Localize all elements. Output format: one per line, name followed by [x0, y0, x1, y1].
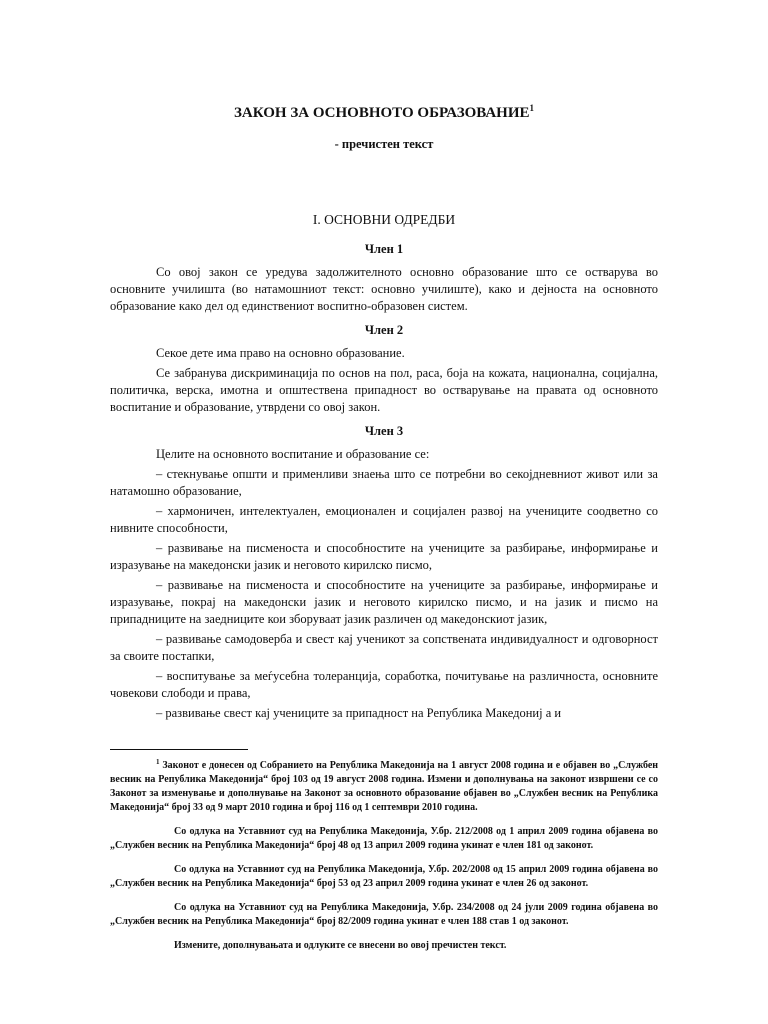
article-heading-2: Член 2	[364, 323, 404, 337]
footnotes	[110, 759, 658, 963]
article-2-paragraph: Се забранува дискриминација по основ на пол, раса, боја на кожата, национална, социјална, политичка, верска, имотна и општествена припадност во остварување на правата од основното воспитание и образование, утврдени со овој закон.	[110, 366, 658, 414]
article-3-list-item: – воспитување за меѓусебна толеранција, соработка, почитување на различноста, основните човекови слободи и права,	[110, 669, 658, 700]
article-3-paragraph: Целите на основното воспитание и образование се:	[156, 447, 430, 461]
title-text: ЗАКОН ЗА ОСНОВНОТО ОБРАЗОВАНИЕ	[233, 105, 530, 121]
document-title	[110, 100, 658, 126]
footnote-decision: Со одлука на Уставниот суд на Република Македонија, У.бр. 202/2008 од 15 април 2009 година објавена во „Службен весник на Република Македонија“ број 53 од 23 април 2009 година укинат е член 26 од законот.	[110, 864, 658, 889]
article-1-paragraph: Со овој закон се уредува задолжителното основно образование што се остварува во основните училишта (во натамошниот текст: основно училиште), како и дејноста на основното образование како дел од единствениот воспитно-образовен систем.	[110, 265, 658, 313]
footnote-1	[110, 759, 658, 815]
document-body	[110, 100, 658, 725]
footnote-text: Законот е донесен од Собранието на Република Македонија на 1 август 2008 година и е објавен во „Службен весник на Република Македонија“ број 103 од 19 август 2008 година. Измени и дополнувања на законот извршени се со Законот за изменување и дополнување на Законот за основното образование објавен во „Службен весник на Република Македонија“ број 33 од 9 март 2010 година и број 116 од 1 септември 2010 година.	[110, 760, 659, 813]
chapter-heading: I. ОСНОВНИ ОДРЕДБИ	[312, 212, 456, 227]
article-3-list-item: – развивање свест кај учениците за припадност на Република Македониј а и	[156, 706, 562, 720]
footnote-decision: Со одлука на Уставниот суд на Република Македонија, У.бр. 212/2008 од 1 април 2009 година објавена во „Службен весник на Република Македонија“ број 48 од 13 април 2009 година укинат е член 181 од законот.	[110, 826, 658, 851]
article-3-list-item: – развивање самодоверба и свест кај ученикот за сопствената индивидуалност и одговорност за своите постапки,	[110, 632, 658, 663]
footnote-separator	[110, 749, 248, 750]
article-3-list-item: – стекнување општи и применливи знаења што се потребни во секојдневниот живот или за натамошно образование,	[110, 467, 658, 498]
footnote-marker: 1	[156, 758, 160, 766]
footnote-closing: Измените, дополнувањата и одлуките се внесени во овој пречистен текст.	[174, 940, 507, 951]
title-footnote-ref: 1	[529, 103, 535, 113]
article-3-list-item: – хармоничен, интелектуален, емоционален и социјален развој на учениците соодветно со нивните способности,	[110, 504, 658, 535]
article-heading-1: Член 1	[364, 242, 404, 256]
article-3-list-item: – развивање на писменоста и способностите на учениците за разбирање, информирање и изразување, покрај на македонски јазик и неговото кирилско писмо, и на јазик и писмо на припадниците на заедниците кои зборуваат јазик различен од македонскиот јазик,	[110, 578, 658, 626]
footnote-decision: Со одлука на Уставниот суд на Република Македонија, У.бр. 234/2008 од 24 јули 2009 година објавена во „Службен весник на Република Македонија“ број 82/2009 година укинат е член 188 став 1 од законот.	[110, 902, 658, 927]
document-subtitle: - пречистен текст	[334, 137, 434, 151]
article-2-paragraph: Секое дете има право на основно образование.	[156, 346, 405, 360]
article-3-list-item: – развивање на писменоста и способностите на учениците за разбирање, информирање и изразување на македонски јазик и неговото кирилско писмо,	[110, 541, 658, 572]
article-heading-3: Член 3	[364, 424, 404, 438]
